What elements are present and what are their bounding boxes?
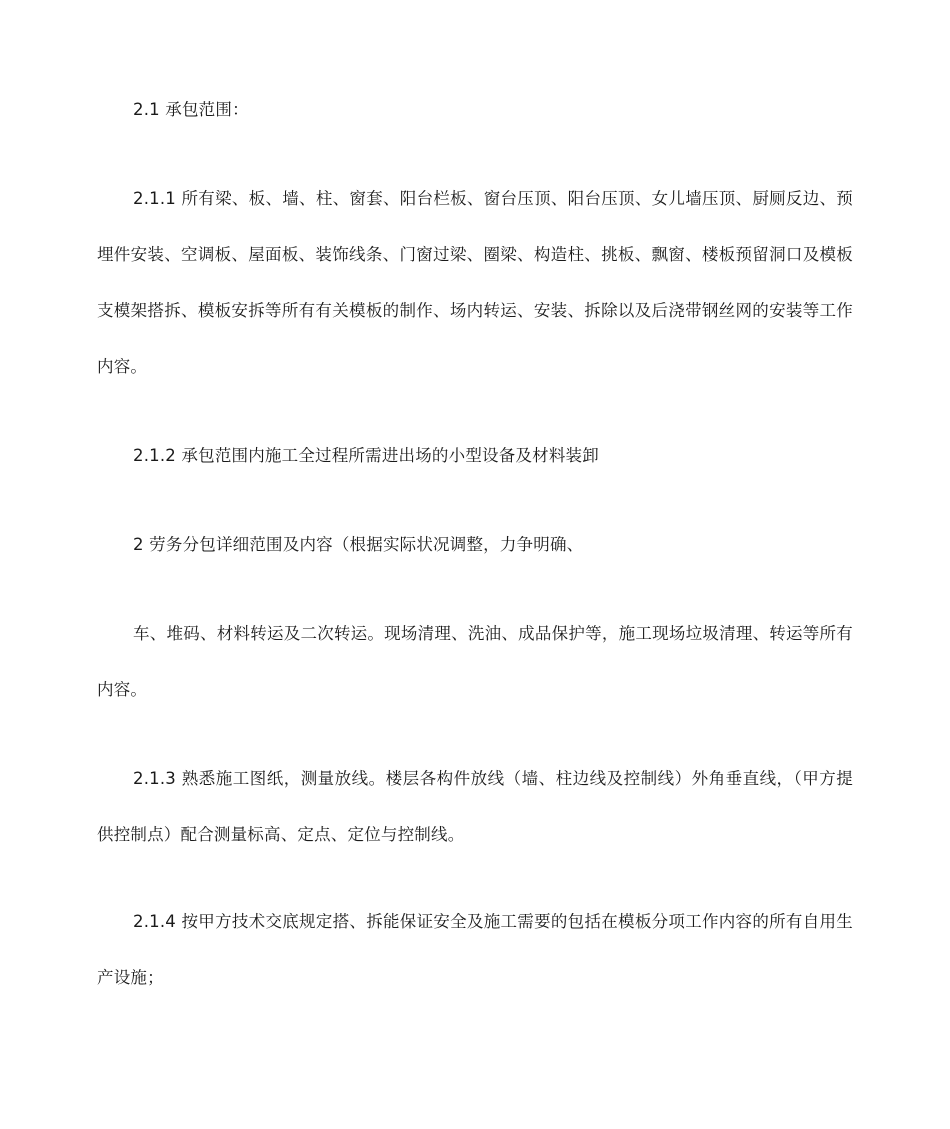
paragraph-2-1-3: 2.1.3 熟悉施工图纸，测量放线。楼层各构件放线（墙、柱边线及控制线）外角垂直线，（甲方提供控制点）配合测量标高、定点、定位与控制线。 — [97, 769, 853, 844]
paragraph-2-labor-scope: 2 劳务分包详细范围及内容（根据实际状况调整，力争明确、 — [133, 535, 584, 554]
paragraph-2-1-4: 2.1.4 按甲方技术交底规定搭、拆能保证安全及施工需要的包括在模板分项工作内容的所有自用生产设施； — [97, 912, 853, 987]
paragraph-2-1-2: 2.1.2 承包范围内施工全过程所需进出场的小型设备及材料装卸 — [133, 446, 599, 465]
section-heading-2-1: 2.1 承包范围： — [133, 100, 249, 119]
paragraph-handling: 车、堆码、材料转运及二次转运。现场清理、洗油、成品保护等，施工现场垃圾清理、转运等所有内容。 — [97, 624, 853, 699]
paragraph-2-1-1: 2.1.1 所有梁、板、墙、柱、窗套、阳台栏板、窗台压顶、阳台压顶、女儿墙压顶、厨厕反边、预埋件安装、空调板、屋面板、装饰线条、门窗过梁、圈梁、构造柱、挑板、飘窗、楼板预留洞口及模板支模架搭拆、模板安拆等所有有关模板的制作、场内转运、安装、拆除以及后浇带钢丝网的安装等工作内容。 — [97, 189, 853, 376]
